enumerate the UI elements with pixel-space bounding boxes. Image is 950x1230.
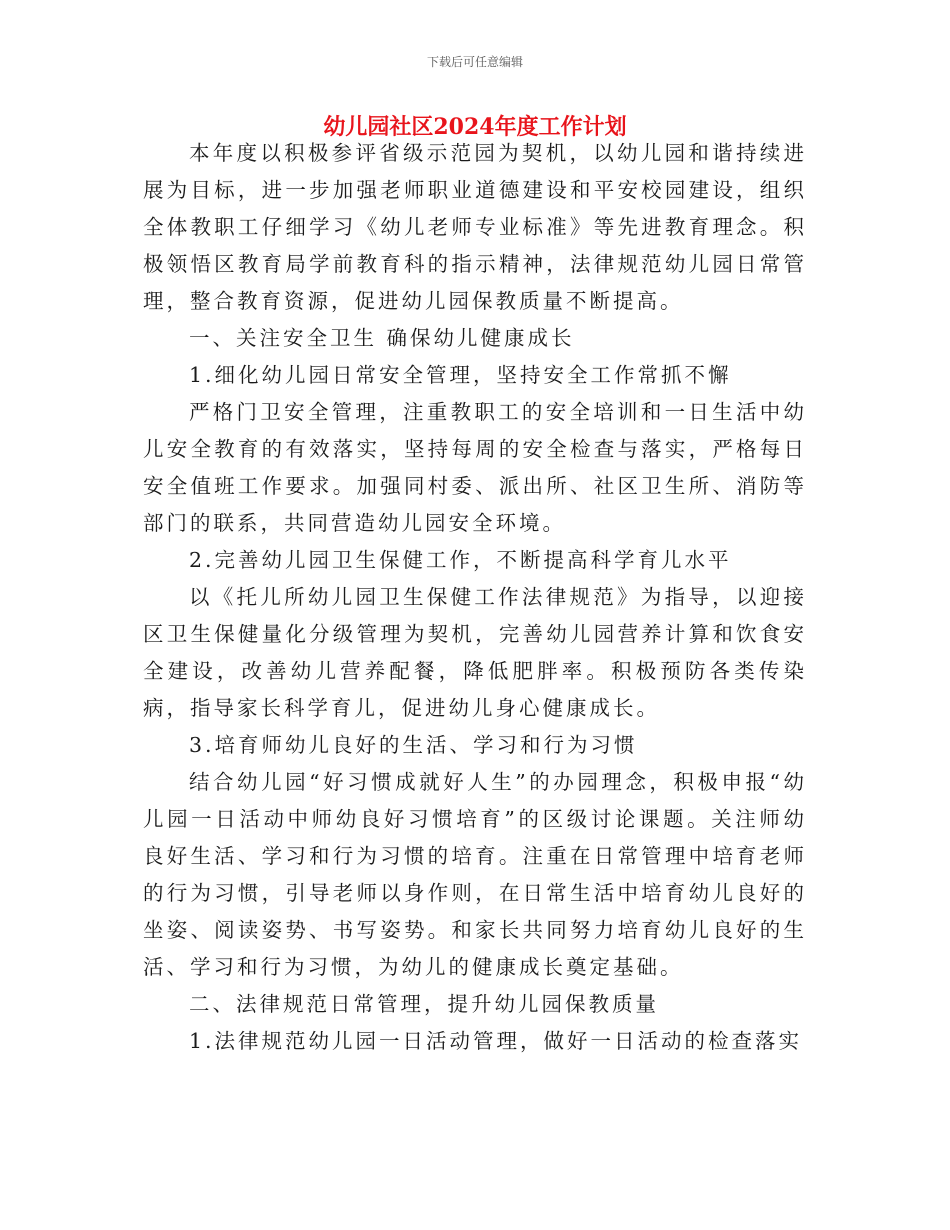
document-title: 幼儿园社区2024年度工作计划	[323, 114, 627, 140]
subheading-1-2: 2.完善幼儿园卫生保健工作，不断提高科学育儿水平	[189, 548, 732, 572]
body-paragraph-1-3: 结合幼儿园“好习惯成就好人生”的办园理念，积极申报“幼儿园一日活动中师幼良好习惯培育”的区级讨论课题。关注师幼良好生活、学习和行为习惯的培育。注重在日常管理中培育老师的行为习惯，引导老师以身作则，在日常生活中培育幼儿良好的坐姿、阅读姿势、书写姿势。和家长共同努力培育幼儿良好的生活、学习和行为习惯，为幼儿的健康成长奠定基础。	[143, 770, 807, 979]
page-header: 下载后可任意编辑	[426, 55, 523, 69]
body-paragraph-1-1: 严格门卫安全管理，注重教职工的安全培训和一日生活中幼儿安全教育的有效落实，坚持每周的安全检查与落实，严格每日安全值班工作要求。加强同村委、派出所、社区卫生所、消防等部门的联系，共同营造幼儿园安全环境。	[143, 400, 807, 535]
subheading-1-1: 1.细化幼儿园日常安全管理，坚持安全工作常抓不懈	[189, 363, 732, 387]
body-paragraph-1-2: 以《托儿所幼儿园卫生保健工作法律规范》为指导，以迎接区卫生保健量化分级管理为契机，完善幼儿园营养计算和饮食安全建设，改善幼儿营养配餐，降低肥胖率。积极预防各类传染病，指导家长科学育儿，促进幼儿身心健康成长。	[143, 585, 807, 720]
subheading-1-3: 3.培育师幼儿良好的生活、学习和行为习惯	[189, 733, 638, 757]
section-heading-1: 一、关注安全卫生 确保幼儿健康成长	[189, 326, 575, 350]
document-body	[143, 135, 807, 1060]
section-heading-2: 二、法律规范日常管理，提升幼儿园保教质量	[189, 992, 659, 1016]
intro-paragraph: 本年度以积极参评省级示范园为契机，以幼儿园和谐持续进展为目标，进一步加强老师职业道德建设和平安校园建设，组织全体教职工仔细学习《幼儿老师专业标准》等先进教育理念。积极领悟区教育局学前教育科的指示精神，法律规范幼儿园日常管理，整合教育资源，促进幼儿园保教质量不断提高。	[143, 141, 807, 313]
subheading-2-1: 1.法律规范幼儿园一日活动管理，做好一日活动的检查落实	[189, 1029, 803, 1053]
